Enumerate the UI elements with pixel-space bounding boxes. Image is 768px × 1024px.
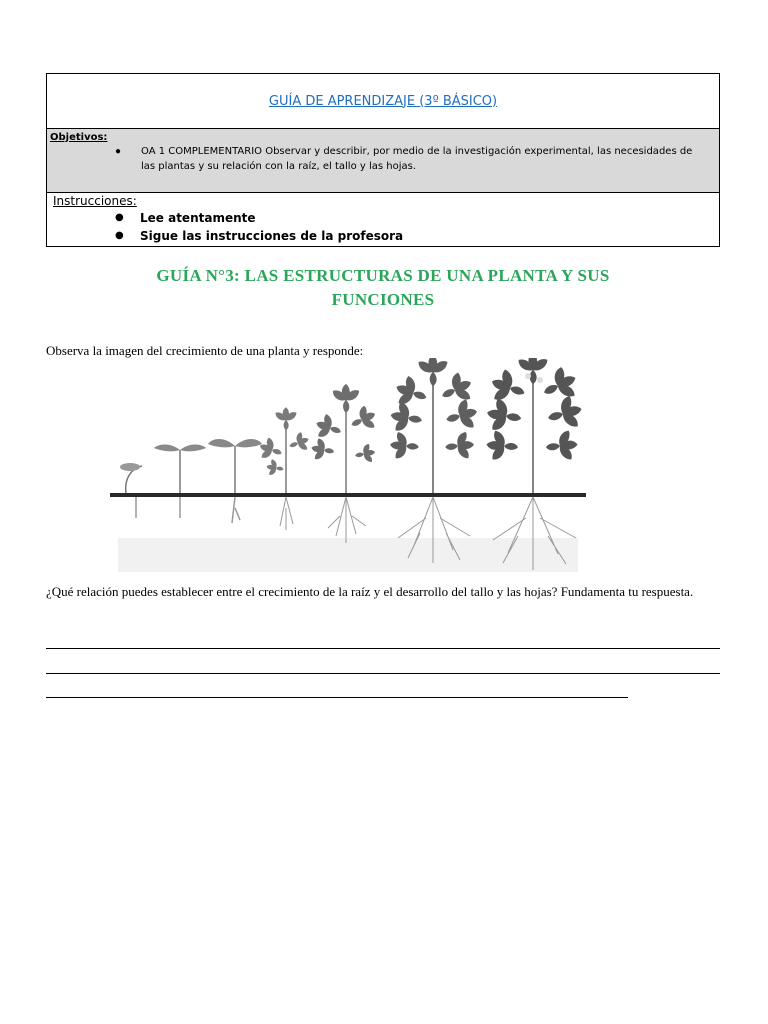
instructions-label: Instrucciones: (53, 194, 137, 208)
answer-line[interactable] (46, 648, 720, 649)
soil-line (110, 493, 586, 497)
plant-stage-4 (256, 407, 312, 530)
instructions-row (47, 193, 719, 246)
question-text: ¿Qué relación puedes establecer entre el crecimiento de la raíz y el desarrollo del tallo y las hojas? Fundamenta tu respuesta. (46, 584, 694, 599)
title-row (47, 74, 719, 129)
main-heading-line: FUNCIONES (331, 290, 435, 309)
instruction-text: Lee atentamente (140, 210, 256, 225)
reflection-decoration (118, 538, 578, 572)
objectives-label: Objetivos: (50, 132, 108, 143)
guide-title: GUÍA DE APRENDIZAJE (3º BÁSICO) (268, 93, 498, 109)
plant-stage-3 (208, 439, 262, 523)
intro-text: Observa la imagen del crecimiento de una planta y responde: (46, 343, 364, 358)
objectives-row (47, 129, 719, 193)
instruction-item (115, 210, 256, 225)
answer-line[interactable] (46, 673, 720, 674)
instruction-item (115, 228, 403, 243)
objective-item (115, 144, 705, 174)
plant-stage-1 (120, 463, 142, 518)
objective-text: OA 1 COMPLEMENTARIO Observar y describir, por medio de la investigación experimental, las necesidades de las plantas y su relación con la raíz, el tallo y las hojas. (141, 146, 693, 172)
header-table (46, 73, 720, 247)
instruction-text: Sigue las instrucciones de la profesora (140, 228, 404, 243)
main-heading (46, 264, 720, 312)
bullet-icon: ● (115, 146, 122, 157)
bullet-icon: ● (115, 230, 124, 241)
answer-line[interactable] (46, 697, 628, 698)
plant-stage-6 (388, 358, 482, 563)
bullet-icon: ● (115, 212, 124, 223)
main-heading-line: GUÍA N°3: LAS ESTRUCTURAS DE UNA PLANTA Y SUS (156, 266, 610, 285)
plant-stage-5 (309, 384, 381, 543)
plant-growth-stages-illustration (108, 358, 593, 578)
plant-stage-2 (154, 445, 206, 519)
